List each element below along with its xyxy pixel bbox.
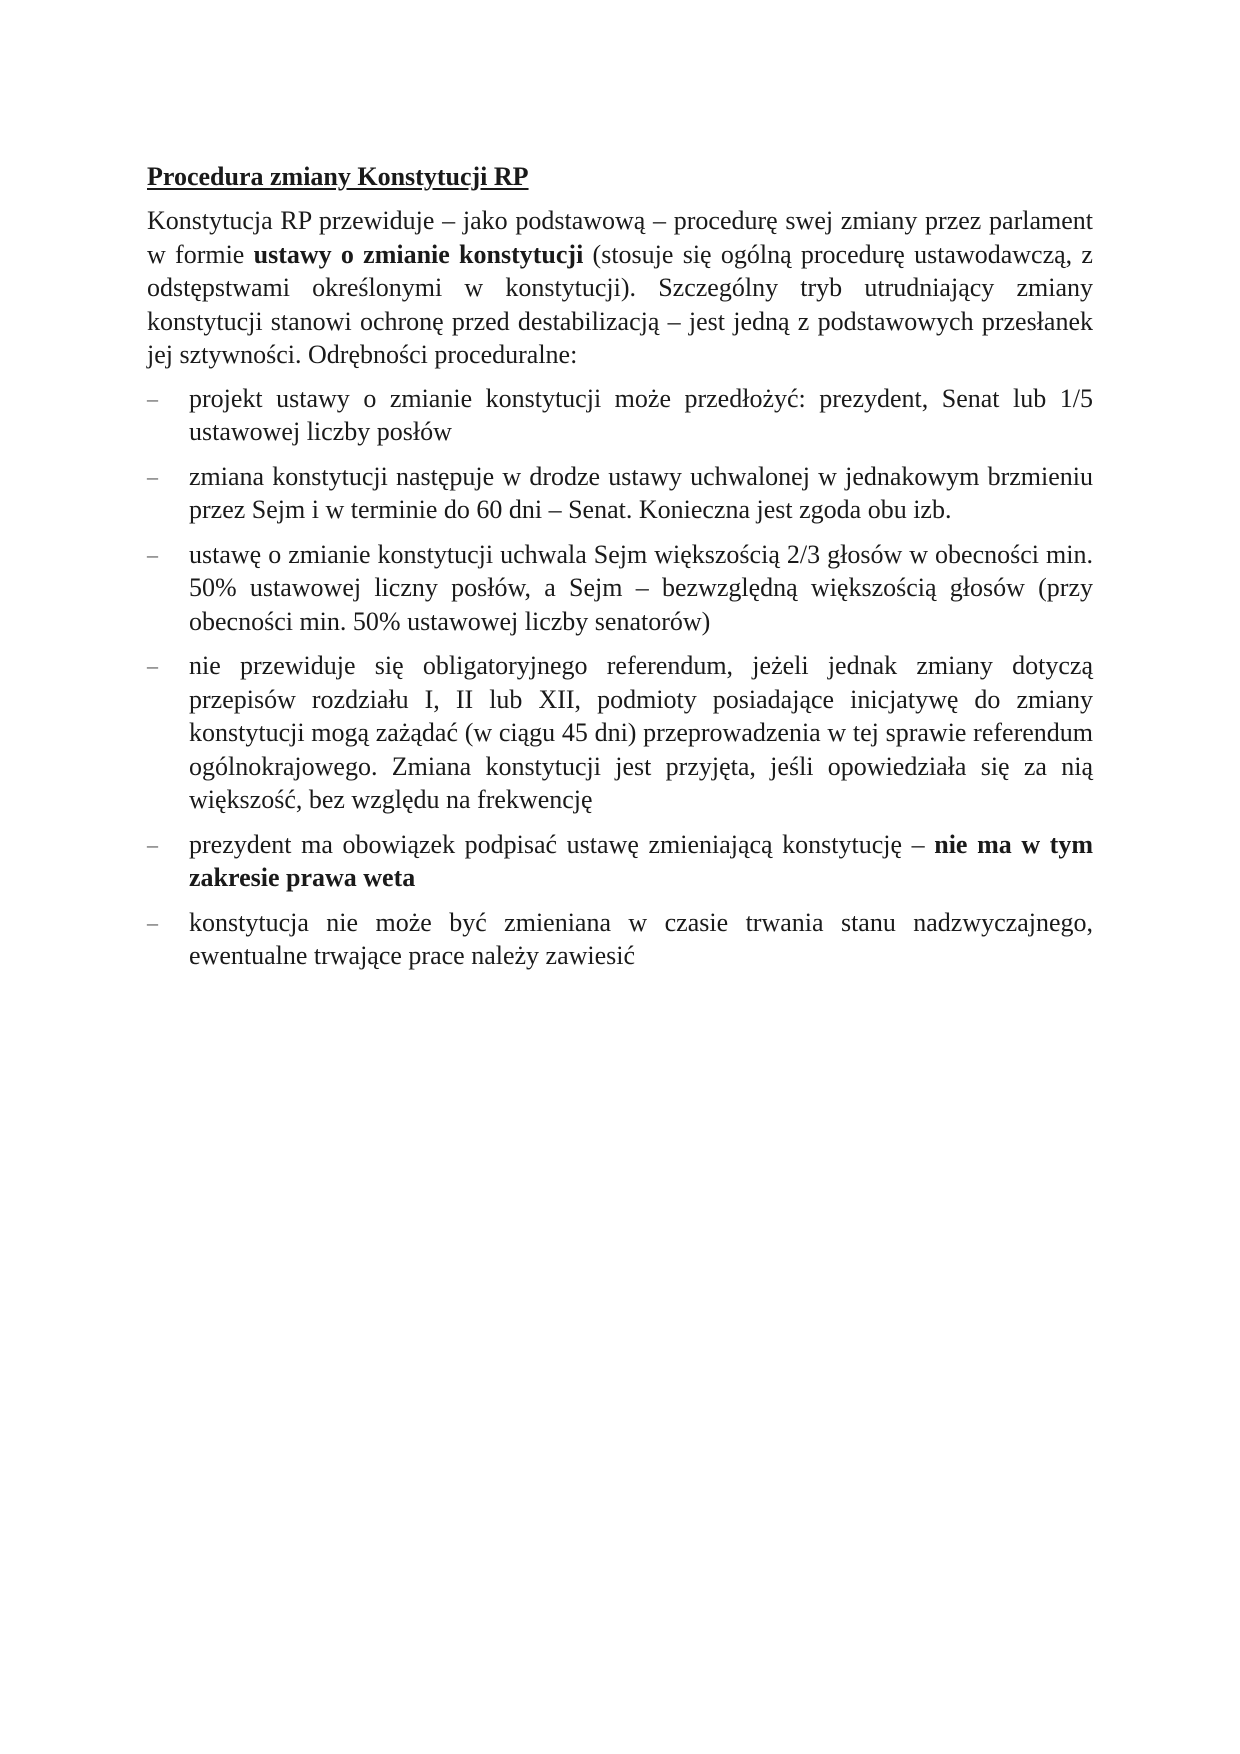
dash-bullet-icon: – [147,463,158,489]
list-item [147,538,1093,639]
document-title: Procedura zmiany Konstytucji RP [147,162,529,191]
intro-bold-phrase: ustawy o zmianie konstytucji [253,239,584,269]
list-item [147,649,1093,817]
dash-bullet-icon: – [147,653,158,678]
list-item [147,460,1093,527]
list-item-text: nie przewiduje się obligatoryjnego referendum, jeżeli jednak zmiany dotyczą przepisów rozdziału I, II lub XII, podmioty posiadające inicjatywę do zmiany konstytucji mogą zażądać (w ciągu 45 dni) przeprowadzenia w tej sprawie referendum ogólnokrajowego. Zmiana konstytucji jest przyjęta, jeśli opowiedziała się za nią większość, bez względu na frekwencję [189,651,1093,814]
dash-bullet-icon: – [147,385,158,411]
list-item-text: konstytucja nie może być zmieniana w czasie trwania stanu nadzwyczajnego, ewentualne trwające prace należy zawiesić [189,907,1093,970]
procedure-list [147,382,1093,973]
list-item-text: prezydent ma obowiązek podpisać ustawę zmieniającą konstytucję – [189,829,935,859]
intro-paragraph [147,204,1093,372]
list-item-text: ustawę o zmianie konstytucji uchwala Sejm większością 2/3 głosów w obecności min. 50% ustawowej liczny posłów, a Sejm – bezwzględną większością głosów (przy obecności min. 50% ustawowej liczby senatorów) [189,539,1093,636]
list-item [147,906,1093,973]
intro-text-1: Konstytucja RP przewiduje – jako podstawową – procedurę swej zmiany przez parlament w formie [147,206,1093,269]
list-item-text: projekt ustawy o zmianie konstytucji może przedłożyć: prezydent, Senat lub 1/5 ustawowej liczby posłów [189,383,1093,446]
list-item [147,382,1093,449]
list-item-bold: nie ma w tym zakresie prawa weta [189,829,1093,892]
dash-bullet-icon: – [147,831,158,857]
document-page [147,160,1093,984]
intro-text-2: (stosuje się ogólną procedurę ustawodawczą, z odstępstwami określonymi w konstytucji). Szczególny tryb utrudniający zmiany konstytucji stanowi ochronę przed destabilizacją – jest jedną z podstawowych przesłanek jej sztywności. Odrębności proceduralne: [147,239,1093,369]
list-item-text: zmiana konstytucji następuje w drodze ustawy uchwalonej w jednakowym brzmieniu przez Sejm i w terminie do 60 dni – Senat. Konieczna jest zgoda obu izb. [189,461,1093,524]
dash-bullet-icon: – [147,541,158,567]
dash-bullet-icon: – [147,909,158,935]
list-item [147,828,1093,895]
